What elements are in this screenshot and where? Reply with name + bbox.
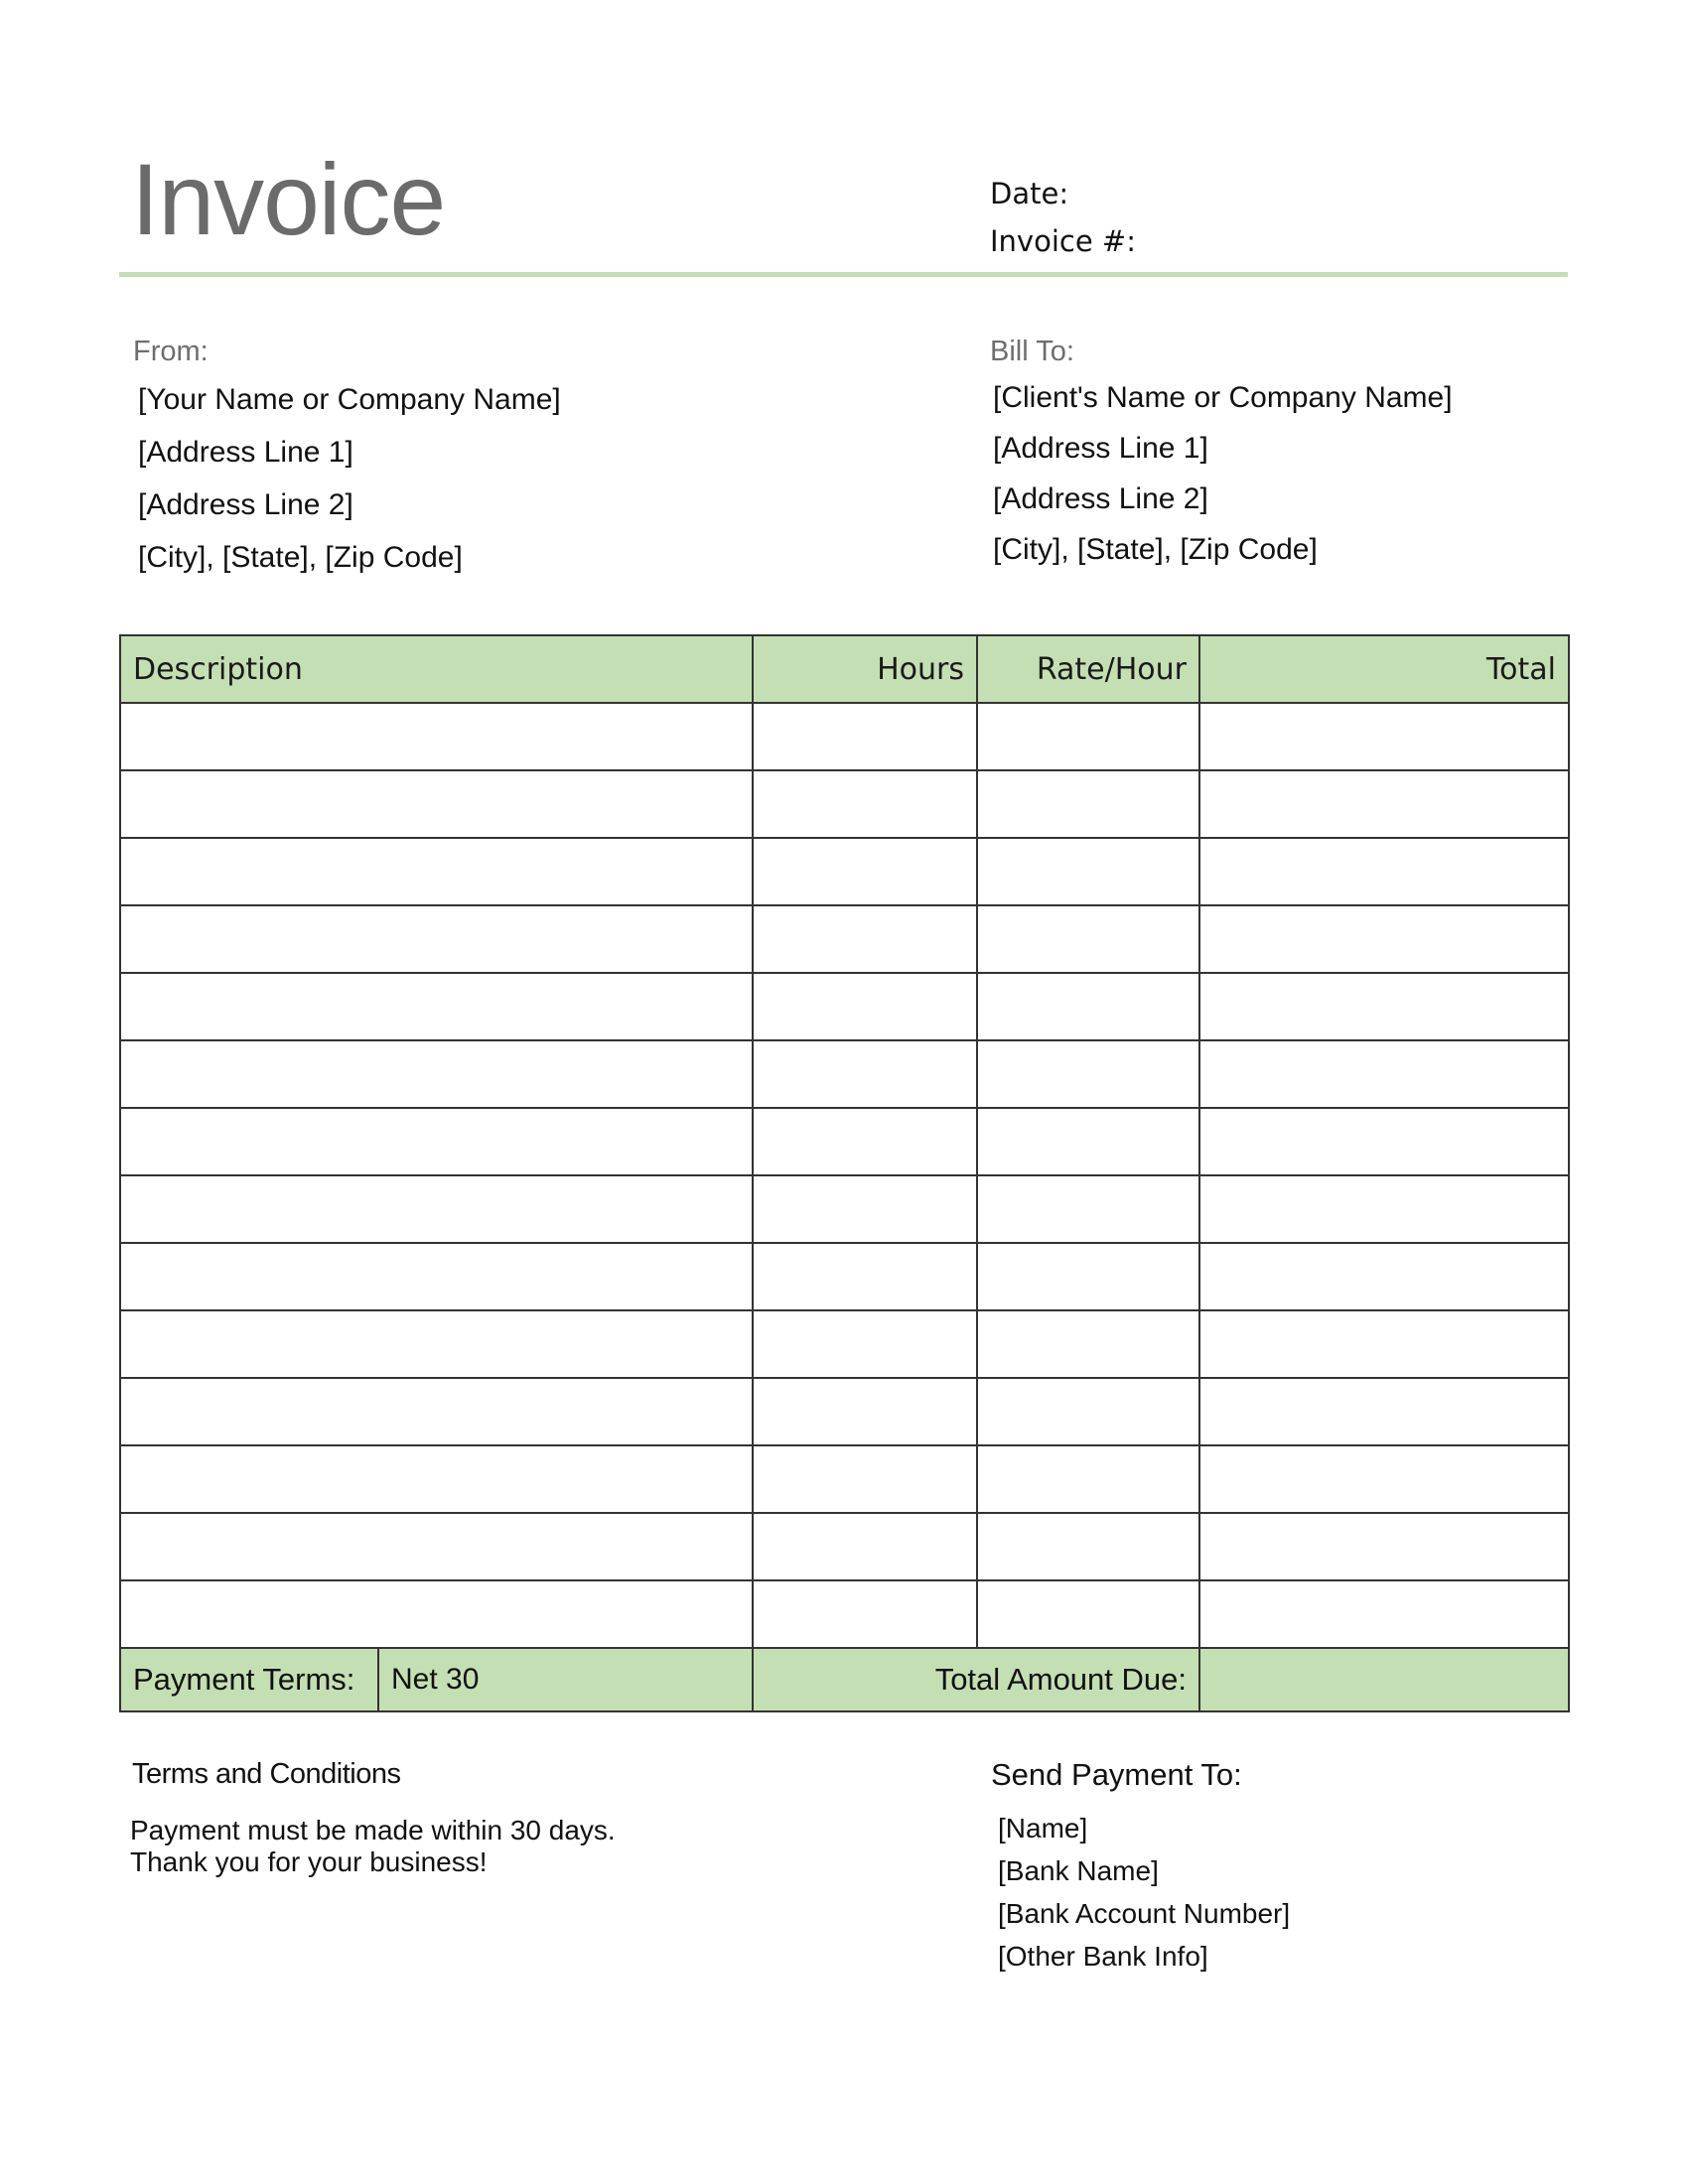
cell-total[interactable] xyxy=(1199,1580,1569,1648)
cell-rate[interactable] xyxy=(977,1243,1199,1310)
date-field[interactable] xyxy=(1132,175,1559,210)
cell-description[interactable] xyxy=(120,1108,753,1175)
cell-hours[interactable] xyxy=(753,1445,977,1513)
total-amount-due-value[interactable] xyxy=(1199,1648,1569,1711)
cell-rate[interactable] xyxy=(977,1175,1199,1243)
cell-total[interactable] xyxy=(1199,1175,1569,1243)
table-row xyxy=(120,1378,1569,1445)
cell-description[interactable] xyxy=(120,703,753,770)
cell-description[interactable] xyxy=(120,1243,753,1310)
header-divider xyxy=(119,272,1568,277)
cell-hours[interactable] xyxy=(753,1175,977,1243)
payee-name-field[interactable]: [Name] xyxy=(998,1813,1088,1843)
cell-total[interactable] xyxy=(1199,770,1569,838)
table-row xyxy=(120,1580,1569,1648)
table-footer-row xyxy=(120,1648,1569,1711)
table-row xyxy=(120,1040,1569,1108)
cell-total[interactable] xyxy=(1199,1040,1569,1108)
cell-total[interactable] xyxy=(1199,703,1569,770)
table-row xyxy=(120,1513,1569,1580)
cell-hours[interactable] xyxy=(753,1378,977,1445)
cell-rate[interactable] xyxy=(977,1513,1199,1580)
cell-description[interactable] xyxy=(120,905,753,973)
cell-hours[interactable] xyxy=(753,1108,977,1175)
column-header-description: Description xyxy=(120,635,753,703)
cell-total[interactable] xyxy=(1199,905,1569,973)
table-row xyxy=(120,703,1569,770)
table-header-row xyxy=(120,635,1569,703)
cell-hours[interactable] xyxy=(753,1310,977,1378)
cell-description[interactable] xyxy=(120,1445,753,1513)
cell-rate[interactable] xyxy=(977,905,1199,973)
payment-terms-value[interactable]: Net 30 xyxy=(378,1648,753,1711)
cell-hours[interactable] xyxy=(753,1243,977,1310)
cell-total[interactable] xyxy=(1199,1310,1569,1378)
bill-to-address-line-1-field[interactable]: [Address Line 1] xyxy=(993,432,1208,465)
table-row xyxy=(120,1243,1569,1310)
cell-hours[interactable] xyxy=(753,1040,977,1108)
cell-description[interactable] xyxy=(120,770,753,838)
column-header-hours: Hours xyxy=(753,635,977,703)
send-payment-title: Send Payment To: xyxy=(991,1757,1242,1792)
table-row xyxy=(120,905,1569,973)
cell-description[interactable] xyxy=(120,1378,753,1445)
from-name-field[interactable]: [Your Name or Company Name] xyxy=(138,383,561,416)
invoice-title: Invoice xyxy=(131,143,446,256)
cell-rate[interactable] xyxy=(977,703,1199,770)
invoice-number-field[interactable] xyxy=(1132,222,1559,258)
cell-description[interactable] xyxy=(120,1580,753,1648)
cell-total[interactable] xyxy=(1199,1243,1569,1310)
cell-rate[interactable] xyxy=(977,973,1199,1040)
cell-total[interactable] xyxy=(1199,1445,1569,1513)
cell-description[interactable] xyxy=(120,838,753,905)
cell-rate[interactable] xyxy=(977,1108,1199,1175)
table-row xyxy=(120,1445,1569,1513)
cell-hours[interactable] xyxy=(753,1580,977,1648)
cell-total[interactable] xyxy=(1199,973,1569,1040)
date-label: Date: xyxy=(990,177,1069,210)
bill-to-name-field[interactable]: [Client's Name or Company Name] xyxy=(993,381,1453,414)
cell-hours[interactable] xyxy=(753,973,977,1040)
cell-hours[interactable] xyxy=(753,905,977,973)
column-header-rate: Rate/Hour xyxy=(977,635,1199,703)
table-row xyxy=(120,1108,1569,1175)
cell-hours[interactable] xyxy=(753,770,977,838)
cell-total[interactable] xyxy=(1199,838,1569,905)
from-address-line-2-field[interactable]: [Address Line 2] xyxy=(138,488,353,521)
cell-rate[interactable] xyxy=(977,838,1199,905)
from-label: From: xyxy=(133,336,209,367)
cell-description[interactable] xyxy=(120,1040,753,1108)
terms-line-2: Thank you for your business! xyxy=(130,1846,488,1877)
cell-rate[interactable] xyxy=(977,1378,1199,1445)
table-row xyxy=(120,1310,1569,1378)
cell-hours[interactable] xyxy=(753,838,977,905)
invoice-number-label: Invoice #: xyxy=(990,224,1136,258)
cell-description[interactable] xyxy=(120,1310,753,1378)
terms-text xyxy=(130,1815,616,1878)
cell-total[interactable] xyxy=(1199,1513,1569,1580)
cell-rate[interactable] xyxy=(977,1580,1199,1648)
cell-description[interactable] xyxy=(120,973,753,1040)
bank-account-number-field[interactable]: [Bank Account Number] xyxy=(998,1898,1291,1929)
other-bank-info-field[interactable]: [Other Bank Info] xyxy=(998,1941,1208,1972)
cell-description[interactable] xyxy=(120,1175,753,1243)
table-row xyxy=(120,973,1569,1040)
table-row xyxy=(120,838,1569,905)
cell-total[interactable] xyxy=(1199,1108,1569,1175)
table-row xyxy=(120,770,1569,838)
bank-name-field[interactable]: [Bank Name] xyxy=(998,1855,1159,1886)
from-city-state-zip-field[interactable]: [City], [State], [Zip Code] xyxy=(138,541,463,574)
cell-description[interactable] xyxy=(120,1513,753,1580)
terms-title: Terms and Conditions xyxy=(132,1758,401,1790)
cell-hours[interactable] xyxy=(753,703,977,770)
terms-line-1: Payment must be made within 30 days. xyxy=(130,1815,616,1845)
total-amount-due-label: Total Amount Due: xyxy=(753,1648,1199,1711)
cell-total[interactable] xyxy=(1199,1378,1569,1445)
cell-hours[interactable] xyxy=(753,1513,977,1580)
bill-to-label: Bill To: xyxy=(990,336,1074,367)
payment-terms-label: Payment Terms: xyxy=(120,1648,378,1711)
from-address-line-1-field[interactable]: [Address Line 1] xyxy=(138,436,353,469)
bill-to-address-line-2-field[interactable]: [Address Line 2] xyxy=(993,482,1208,515)
column-header-total: Total xyxy=(1199,635,1569,703)
bill-to-city-state-zip-field[interactable]: [City], [State], [Zip Code] xyxy=(993,533,1318,566)
table-row xyxy=(120,1175,1569,1243)
line-items-table xyxy=(119,634,1570,1712)
cell-rate[interactable] xyxy=(977,1040,1199,1108)
cell-rate[interactable] xyxy=(977,1310,1199,1378)
cell-rate[interactable] xyxy=(977,770,1199,838)
cell-rate[interactable] xyxy=(977,1445,1199,1513)
